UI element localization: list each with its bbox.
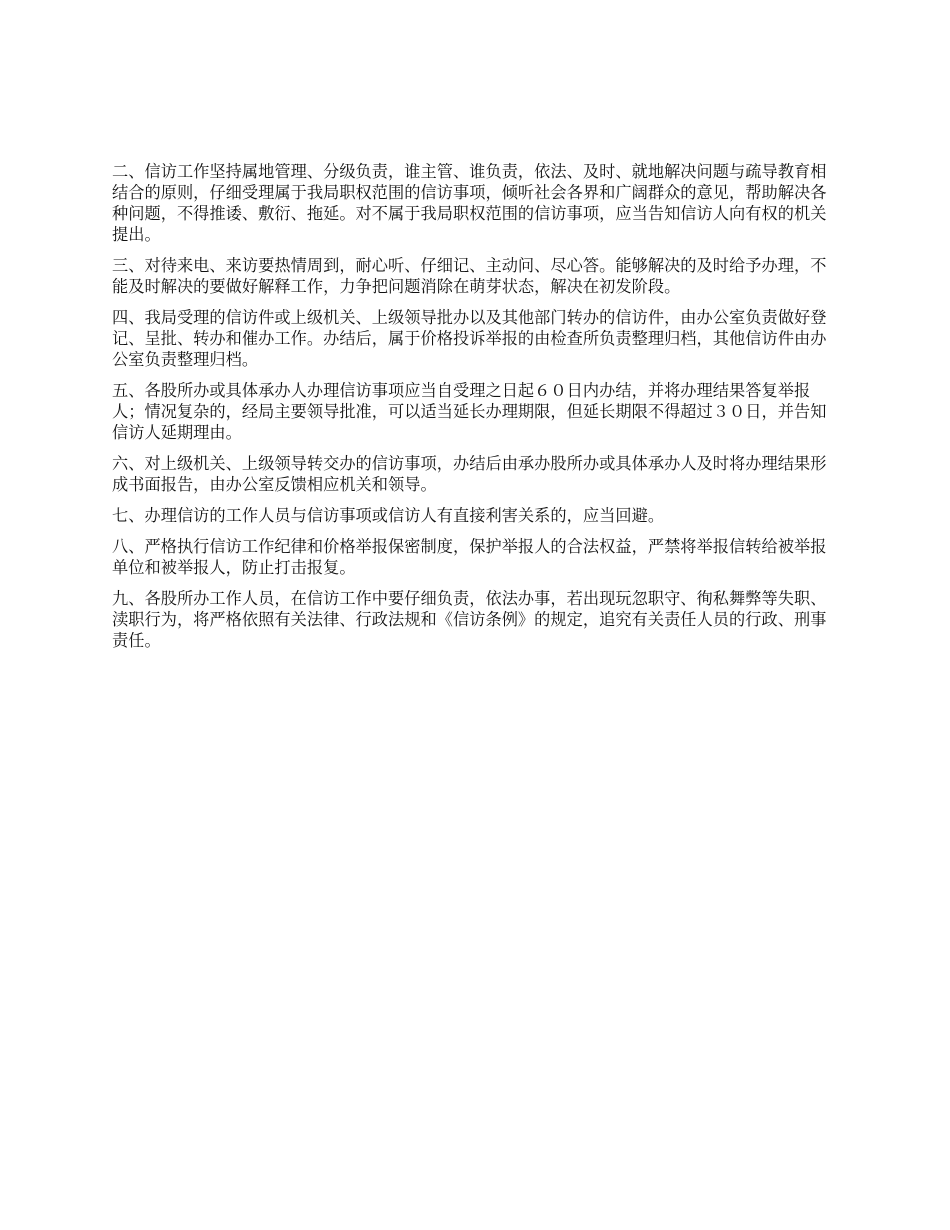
- document-body: [112, 161, 842, 661]
- paragraph-3: 三、对待来电、来访要热情周到，耐心听、仔细记、主动问、尽心答。能够解决的及时给予办理，不能及时解决的要做好解释工作，力争把问题消除在萌芽状态，解决在初发阶段。: [112, 256, 827, 296]
- paragraph-5: 五、各股所办或具体承办人办理信访事项应当自受理之日起６０日内办结，并将办理结果答复举报人；情况复杂的，经局主要领导批准，可以适当延长办理期限，但延长期限不得超过３０日，并告知信访人延期理由。: [112, 381, 827, 442]
- paragraph-9: 九、各股所办工作人员，在信访工作中要仔细负责，依法办事，若出现玩忽职守、徇私舞弊等失职、渎职行为，将严格依照有关法律、行政法规和《信访条例》的规定，追究有关责任人员的行政、刑事责任。: [112, 589, 827, 650]
- paragraph-2: 二、信访工作坚持属地管理、分级负责，谁主管、谁负责，依法、及时、就地解决问题与疏导教育相结合的原则，仔细受理属于我局职权范围的信访事项，倾听社会各界和广阔群众的意见，帮助解决各种问题，不得推诿、敷衍、拖延。对不属于我局职权范围的信访事项，应当告知信访人向有权的机关提出。: [112, 162, 827, 244]
- paragraph-6: 六、对上级机关、上级领导转交办的信访事项，办结后由承办股所办或具体承办人及时将办理结果形成书面报告，由办公室反馈相应机关和领导。: [112, 454, 827, 494]
- paragraph-4: 四、我局受理的信访件或上级机关、上级领导批办以及其他部门转办的信访件，由办公室负责做好登记、呈批、转办和催办工作。办结后，属于价格投诉举报的由检查所负责整理归档，其他信访件由办公室负责整理归档。: [112, 308, 827, 369]
- paragraph-8: 八、严格执行信访工作纪律和价格举报保密制度，保护举报人的合法权益，严禁将举报信转给被举报单位和被举报人，防止打击报复。: [112, 537, 827, 577]
- paragraph-7: 七、办理信访的工作人员与信访事项或信访人有直接利害关系的，应当回避。: [112, 506, 665, 525]
